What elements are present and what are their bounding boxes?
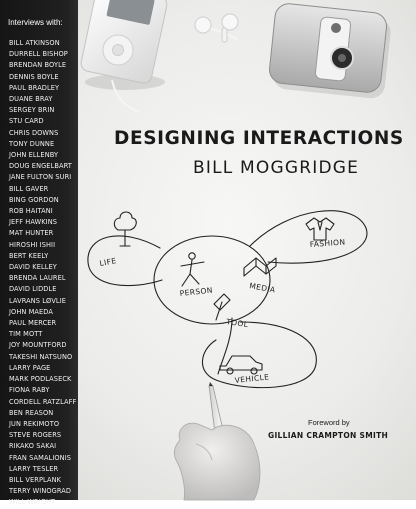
interviewee-name: ROB HAITANI — [9, 207, 53, 216]
shirt-icon — [306, 218, 334, 240]
interviewee-name: BERT KEELY — [9, 251, 49, 260]
car-icon — [220, 356, 262, 374]
interviewee-name: CHRIS DOWNS — [9, 128, 59, 137]
tool-label: TOOL — [225, 317, 249, 330]
interviewee-name: JUN REKIMOTO — [9, 419, 60, 428]
interviewee-name: HIROSHI ISHII — [9, 240, 56, 249]
interviewee-name: DENNIS BOYLE — [9, 72, 59, 81]
interviewee-name: BING GORDON — [9, 195, 59, 204]
hammer-icon — [214, 294, 230, 320]
interviewee-name: MARK PODLASECK — [9, 375, 72, 384]
interviewee-name: LAVRANS LØVLIE — [9, 296, 67, 305]
foreword-label: Foreword by — [308, 418, 350, 427]
interviewee-name: CORDELL RATZLAFF — [9, 397, 77, 406]
person-icon — [181, 253, 204, 286]
life-label: LIFE — [98, 256, 118, 268]
interviewee-name: DOUG ENGELBART — [9, 162, 72, 171]
interviewee-name: STEVE ROGERS — [9, 431, 62, 440]
book-icon — [244, 258, 276, 276]
interviewee-name: JOY MOUNTFORD — [9, 341, 67, 350]
interviewee-name: BILL ATKINSON — [9, 39, 60, 47]
interviewee-name: LARRY PAGE — [9, 363, 51, 372]
interviewee-name: FRAN SAMALIONIS — [9, 453, 72, 462]
interviewee-name: SERGEY BRIN — [9, 106, 55, 115]
interviewee-name: DAVID LIDDLE — [9, 285, 57, 294]
interviewee-name: TONY DUNNE — [9, 139, 55, 148]
foreword-author: GILLIAN CRAMPTON SMITH — [268, 431, 389, 440]
tree-icon — [114, 212, 136, 246]
ipod-icon — [80, 0, 169, 90]
interviewee-name: BILL VERPLANK — [9, 475, 62, 484]
interviewee-name: TERRY WINOGRAD — [9, 487, 72, 496]
interviewee-name: JOHN MAEDA — [9, 307, 53, 316]
media-label: MEDIA — [248, 281, 277, 295]
interviewee-name: DAVID KELLEY — [9, 263, 57, 272]
interviews-label: Interviews with: — [8, 18, 63, 27]
interviewee-name: JANE FULTON SURI — [9, 173, 72, 182]
interviewee-name: BILL GAVER — [9, 184, 49, 193]
interviewee-name: BRENDAN BOYLE — [9, 61, 67, 70]
interviewee-name: STU CARD — [9, 117, 44, 126]
interviewee-name: BRENDA LAUREL — [9, 274, 66, 283]
interviewee-name: RIKAKO SAKAI — [9, 442, 57, 451]
vehicle-label: VEHICLE — [234, 372, 270, 385]
author-name: BILL MOGGRIDGE — [193, 158, 360, 178]
interviewee-name: DURRELL BISHOP — [9, 50, 68, 59]
interviewee-name: PAUL MERCER — [9, 319, 57, 328]
person-circle — [154, 236, 270, 324]
hand-with-pen-icon — [174, 382, 260, 500]
interviewee-name: PAUL BRADLEY — [9, 83, 60, 92]
fashion-loop — [250, 211, 367, 263]
interviewee-name: TIM MOTT — [9, 330, 43, 339]
fashion-label: FASHION — [309, 237, 346, 249]
interviewee-name: DUANE BRAY — [9, 95, 53, 104]
interviewee-name: JOHN ELLENBY — [9, 151, 59, 160]
camera-icon — [268, 2, 392, 99]
interviewee-name: MAT HUNTER — [9, 229, 54, 238]
interviewee-name: BEN REASON — [9, 408, 54, 417]
interviewee-name: WILL WRIGHT — [9, 498, 56, 507]
interviewee-name: LARRY TESLER — [9, 464, 59, 473]
book-title: DESIGNING INTERACTIONS — [114, 128, 404, 149]
interviewee-name: JEFF HAWKINS — [9, 218, 58, 227]
interviewee-name: TAKESHI NATSUNO — [9, 352, 73, 361]
interviewee-name: FIONA RABY — [9, 386, 50, 395]
person-label: PERSON — [179, 285, 214, 298]
